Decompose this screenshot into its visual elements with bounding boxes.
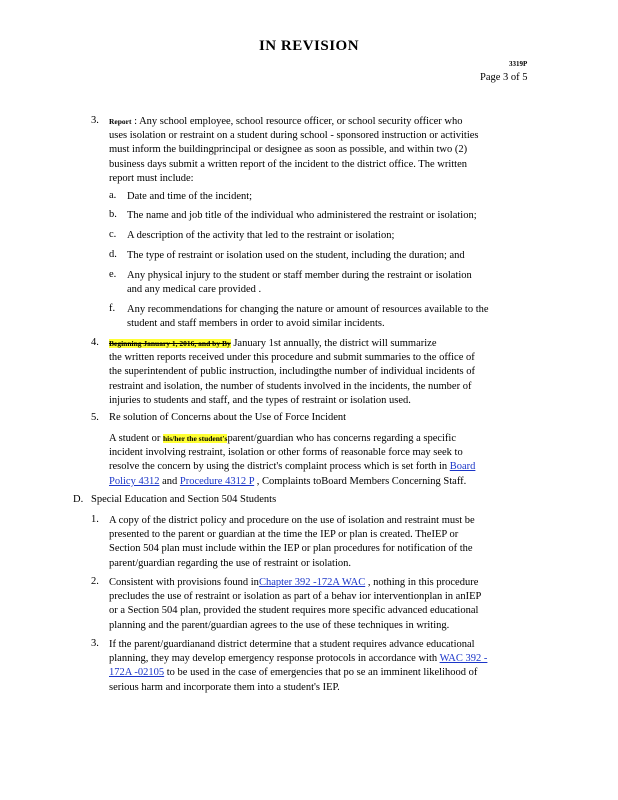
text-line: injuries to students and staff, and the types of restraint or isolation used. <box>109 394 411 406</box>
text-line: presented to the parent or guardian at the time the IEP or plan is created. TheIEP or <box>109 529 459 541</box>
text-line: parent/guardian regarding the use of restraint or isolation. <box>109 557 352 569</box>
item-number: 3. <box>91 115 99 126</box>
section-letter: D. <box>73 494 84 505</box>
subitem-text: Date and time of the incident; <box>127 191 253 202</box>
text-line: must inform the buildingprincipal or designee as soon as possible, and within two (2) <box>109 144 468 156</box>
text-line: precludes the use of restraint or isolation as part of a behav ior interventionplan in anIEP <box>109 591 482 603</box>
text-line: incident involving restraint, isolation or other forms of reasonable force may seek to <box>109 447 463 459</box>
text-line: A student or his/her the student'sparent/guardian who has concerns regarding a specific <box>109 433 457 444</box>
text-line: planning, they may develop emergency response protocols in accordance with WAC 392 - <box>109 653 488 665</box>
report-label: Report <box>109 117 132 126</box>
subitem-letter: e. <box>109 269 117 280</box>
text-line: report must include: <box>109 172 194 184</box>
text-line: 172A -02105 to be used in the case of emergencies that po se an imminent likelihood of <box>109 667 478 679</box>
text-line: or a Section 504 plan, provided the student requires more specific advanced educational <box>109 605 479 617</box>
text-line: A copy of the district policy and procedure on the use of isolation and restraint must be <box>109 515 475 526</box>
item-number: 5. <box>91 412 99 423</box>
board-policy-link-cont[interactable]: Policy 4312 <box>109 475 160 487</box>
highlighted-text: his/her the student's <box>162 434 228 443</box>
text-line: Section 504 plan must include within the IEP or plan procedures for notification of the <box>109 543 473 555</box>
wac-link-cont[interactable]: 172A -02105 <box>109 667 165 679</box>
subitem-text: Any recommendations for changing the nature or amount of resources available to the student and staff members in order to avoid similar incidents. <box>127 304 489 330</box>
item-5-heading: Re solution of Concerns about the Use of Force Incident <box>109 412 347 423</box>
text-line: Report : Any school employee, school resource officer, or school security officer who <box>109 116 463 127</box>
text-line: the superintendent of public instruction, includingthe number of individual incidents of <box>109 366 475 378</box>
item-number: 3. <box>91 638 99 649</box>
text-line: business days submit a written report of the incident to the district office. The written <box>109 158 467 170</box>
item-4-paragraph <box>109 337 541 408</box>
text-line: the written reports received under this procedure and submit summaries to the office of <box>109 352 475 364</box>
text-line: If the parent/guardianand district determine that a student requires advance educational <box>109 639 475 650</box>
text-line: planning and the parent/guardian agrees to the use of these techniques in writing. <box>109 619 450 631</box>
board-policy-link[interactable]: Board <box>449 461 476 473</box>
item-number: 4. <box>91 337 99 348</box>
text-line: resolve the concern by using the district's complaint process which is set forth in Board <box>109 461 476 473</box>
text-line: Consistent with provisions found inChapter 392 -172A WAC , nothing in this procedure <box>109 577 479 588</box>
d-item-2-paragraph <box>109 576 541 633</box>
subitem-text: The name and job title of the individual who administered the restraint or isolation; <box>127 210 477 221</box>
subitem-letter: b. <box>109 209 117 220</box>
chapter-wac-link[interactable]: Chapter 392 -172A WAC <box>258 577 366 588</box>
item-5-paragraph <box>109 432 541 489</box>
d-item-3-paragraph <box>109 638 541 695</box>
document-title: IN REVISION <box>258 38 360 54</box>
policy-code: 3319P <box>509 60 528 68</box>
subitem-text: Any physical injury to the student or staff member during the restraint or isolation and any medical care provided . <box>127 270 472 296</box>
struck-highlight: Beginning January 1, 2016, and by By <box>109 339 231 348</box>
text-line: serious harm and incorporate them into a student's IEP. <box>109 681 340 693</box>
page-number: Page 3 of 5 <box>480 72 528 83</box>
subitem-text: The type of restraint or isolation used on the student, including the duration; and <box>127 250 465 261</box>
subitem-letter: a. <box>109 190 117 201</box>
item-number: 1. <box>91 514 99 525</box>
text-line: Beginning January 1, 2016, and by By January 1st annually, the district will summarize <box>109 338 437 349</box>
subitem-letter: f. <box>109 303 116 314</box>
item-3-paragraph <box>109 115 541 186</box>
item-number: 2. <box>91 576 99 587</box>
section-d-heading: Special Education and Section 504 Students <box>91 494 277 505</box>
text-line: Policy 4312 and Procedure 4312 P , Complaints toBoard Members Concerning Staff. <box>109 475 467 487</box>
text-line: uses isolation or restraint on a student during school - sponsored instruction or activities <box>109 130 479 142</box>
text-line: restraint and isolation, the number of students involved in the incidents, the number of <box>109 380 472 392</box>
procedure-link[interactable]: Procedure 4312 P <box>179 475 255 487</box>
wac-link[interactable]: WAC 392 - <box>439 653 488 665</box>
d-item-1-paragraph <box>109 514 541 571</box>
subitem-letter: d. <box>109 249 117 260</box>
subitem-text: A description of the activity that led to the restraint or isolation; <box>127 230 395 241</box>
subitem-letter: c. <box>109 229 117 240</box>
